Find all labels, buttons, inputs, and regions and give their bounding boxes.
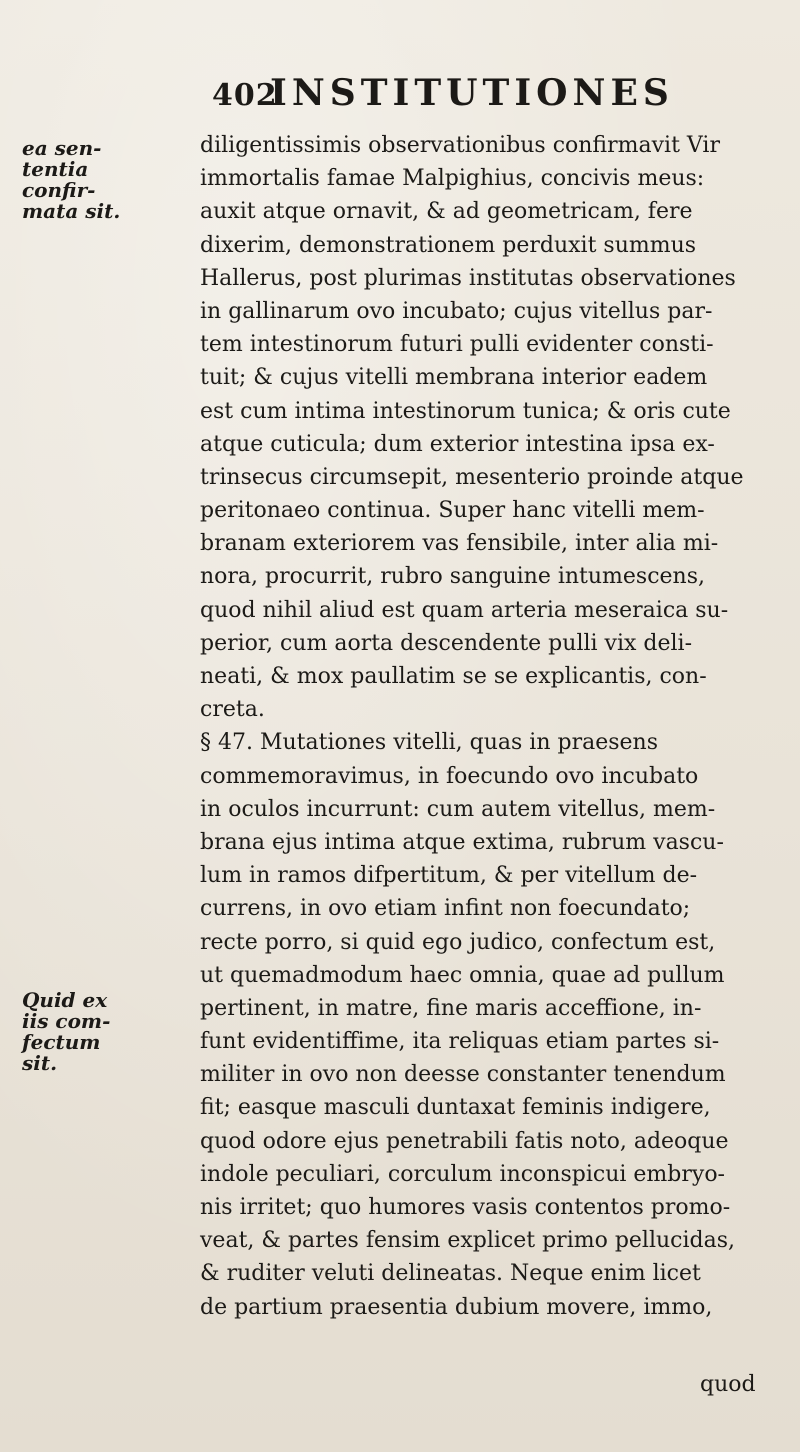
margin-note-line: tentia	[22, 157, 89, 181]
text-line: dixerim, demonstrationem perduxit summus	[200, 232, 697, 258]
body-text	[200, 129, 765, 1324]
margin-note-line: sit.	[22, 1051, 58, 1075]
catchword: quod	[700, 1372, 756, 1397]
text-line: tem intestinorum futuri pulli evidenter consti-	[200, 332, 714, 358]
margin-note-quid-ex	[22, 988, 111, 1075]
text-line: fit; easque masculi duntaxat feminis indigere,	[200, 1095, 711, 1121]
running-title: INSTITUTIONES	[270, 72, 674, 114]
text-line: pertinent, in matre, fine maris acceffione, in-	[200, 995, 702, 1021]
margin-note-confirmata	[22, 136, 121, 223]
text-line: commemoravimus, in foecundo ovo incubato	[200, 763, 699, 789]
text-line: diligentissimis observationibus confirmavit Vir	[200, 133, 720, 158]
text-line: peritonaeo continua. Super hanc vitelli mem-	[200, 498, 705, 524]
text-line: Hallerus, post plurimas institutas observationes	[200, 265, 736, 291]
text-line: in gallinarum ovo incubato; cujus vitellus par-	[200, 298, 713, 324]
text-line: creta.	[200, 697, 265, 723]
text-line: auxit atque ornavit, & ad geometricam, fere	[200, 199, 693, 225]
text-line: nis irritet; quo humores vasis contentos promo-	[200, 1195, 731, 1220]
text-line: tuit; & cujus vitelli membrana interior eadem	[200, 365, 708, 391]
text-line: lum in ramos difpertitum, & per vitellum de-	[200, 863, 698, 889]
text-line: nora, procurrit, rubro sanguine intumescens,	[200, 564, 706, 590]
text-line: currens, in ovo etiam infint non foecundato;	[200, 896, 691, 922]
text-line: immortalis famae Malpighius, concivis meus:	[200, 166, 705, 192]
text-line: perior, cum aorta descendente pulli vix deli-	[200, 630, 693, 656]
margin-note-line: fectum	[22, 1030, 101, 1054]
text-line: indole peculiari, corculum inconspicui embryo-	[200, 1161, 725, 1187]
text-line: ut quemadmodum haec omnia, quae ad pullum	[200, 962, 725, 988]
text-line: branam exteriorem vas fensibile, inter alia mi-	[200, 531, 719, 557]
text-line: in oculos incurrunt: cum autem vitellus, mem-	[200, 796, 716, 822]
text-line: militer in ovo non deesse constanter tenendum	[200, 1062, 726, 1088]
text-line: veat, & partes fensim explicet primo pellucidas,	[200, 1228, 736, 1254]
text-line: neati, & mox paullatim se se explicantis, con-	[200, 664, 707, 689]
text-line: atque cuticula; dum exterior intestina ipsa ex-	[200, 431, 715, 457]
text-line: brana ejus intima atque extima, rubrum vascu-	[200, 829, 724, 855]
margin-note-line: confir-	[22, 178, 96, 202]
page-number: 402	[212, 78, 278, 113]
text-line: funt evidentiffime, ita reliquas etiam partes si-	[200, 1029, 720, 1055]
text-line: quod odore ejus penetrabili fatis noto, adeoque	[200, 1128, 729, 1154]
margin-note-line: Quid ex	[22, 988, 108, 1012]
margin-note-line: mata sit.	[22, 199, 121, 223]
text-line: recte porro, si quid ego judico, confectum est,	[200, 929, 716, 955]
paragraph-start-line: § 47. Mutationes vitelli, quas in praesens	[200, 730, 658, 756]
text-line: de partium praesentia dubium movere, immo,	[200, 1294, 713, 1320]
text-line: & ruditer veluti delineatas. Neque enim licet	[200, 1261, 701, 1287]
page-header	[212, 72, 672, 116]
text-line: trinsecus circumsepit, mesenterio proinde atque	[200, 464, 744, 490]
text-line: quod nihil aliud est quam arteria meseraica su-	[200, 597, 729, 623]
text-line: est cum intima intestinorum tunica; & oris cute	[200, 398, 731, 424]
margin-note-line: ea sen-	[22, 136, 102, 160]
margin-note-line: iis com-	[22, 1009, 111, 1033]
